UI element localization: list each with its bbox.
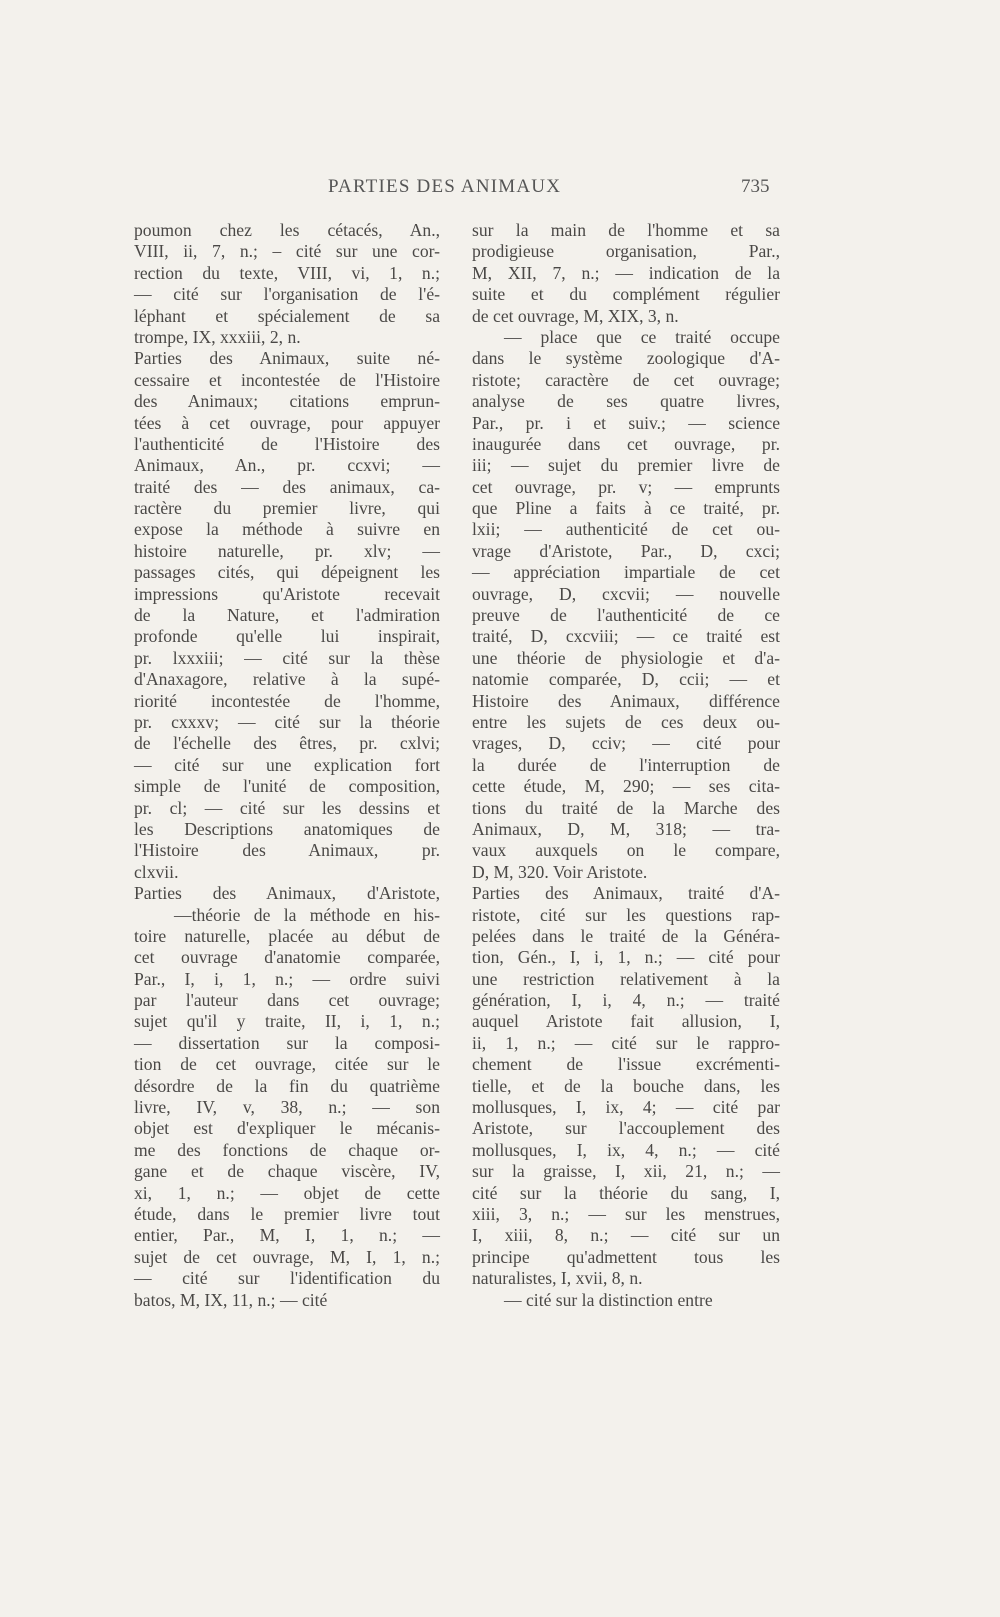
text-line: cette étude, M, 290; — ses cita- (472, 776, 780, 797)
text-line: tions du traité de la Marche des (472, 797, 780, 818)
text-line: traité des — des animaux, ca- (134, 476, 440, 497)
text-line: désordre de la fin du quatrième (134, 1075, 440, 1096)
text-line: la durée de l'interruption de (472, 754, 780, 775)
text-line: cessaire et incontestée de l'Histoire (134, 369, 440, 390)
text-line: léphant et spécialement de sa (134, 305, 440, 326)
text-line: Parties des Animaux, d'Aristote, (134, 883, 440, 904)
text-line: inaugurée dans cet ouvrage, pr. (472, 433, 780, 454)
text-line: xi, 1, n.; — objet de cette (134, 1182, 440, 1203)
text-line: sujet de cet ouvrage, M, I, 1, n.; (134, 1246, 440, 1267)
text-line: ii, 1, n.; — cité sur le rappro- (472, 1032, 780, 1053)
text-line: gane et de chaque viscère, IV, (134, 1161, 440, 1182)
text-line: cet ouvrage, pr. v; — emprunts (472, 476, 780, 497)
text-line: riorité incontestée de l'homme, (134, 690, 440, 711)
text-line: traité, D, cxcviii; — ce traité est (472, 626, 780, 647)
text-line: poumon chez les cétacés, An., (134, 220, 440, 240)
text-line: sur la main de l'homme et sa (472, 220, 780, 240)
page-number: 735 (741, 176, 770, 197)
text-line: Animaux, An., pr. ccxvi; — (134, 455, 440, 476)
text-line: ristote; caractère de cet ouvrage; (472, 369, 780, 390)
text-line: Aristote, sur l'accouplement des (472, 1118, 780, 1139)
text-line: passages cités, qui dépeignent les (134, 562, 440, 583)
text-line: D, M, 320. Voir Aristote. (472, 861, 648, 882)
text-line: cet ouvrage d'anatomie comparée, (134, 947, 440, 968)
text-line: par l'auteur dans cet ouvrage; (134, 990, 440, 1011)
text-line: Animaux, D, M, 318; — tra- (472, 818, 780, 839)
text-line: VIII, ii, 7, n.; – cité sur une cor- (134, 241, 440, 262)
text-line: l'Histoire des Animaux, pr. (134, 840, 440, 861)
left-text-column (134, 220, 440, 1311)
text-line: sujet qu'il y traite, II, i, 1, n.; (134, 1011, 440, 1032)
text-line: tion, Gén., I, i, 1, n.; — cité pour (472, 947, 780, 968)
text-line: une restriction relativement à la (472, 968, 780, 989)
text-line: histoire naturelle, pr. xlv; — (134, 540, 440, 561)
text-line: principe qu'admettent tous les (472, 1246, 780, 1267)
text-line: tielle, et de la bouche dans, les (472, 1075, 780, 1096)
text-line: mollusques, I, ix, 4; — cité par (472, 1097, 780, 1118)
running-title: PARTIES DES ANIMAUX (328, 176, 562, 197)
text-line: suite et du complément régulier (472, 284, 780, 305)
text-line: chement de l'issue excrémenti- (472, 1054, 780, 1075)
text-line: vrages, D, cciv; — cité pour (472, 733, 780, 754)
text-line: de la Nature, et l'admiration (134, 605, 440, 626)
text-line: de l'échelle des êtres, pr. cxlvi; (134, 733, 440, 754)
text-line: expose la méthode à suivre en (134, 519, 440, 540)
text-line: — cité sur une explication fort (134, 754, 440, 775)
right-text-column (472, 220, 780, 1311)
text-line: me des fonctions de chaque or- (134, 1139, 440, 1160)
text-line: vaux auxquels on le compare, (472, 840, 780, 861)
text-line: une théorie de physiologie et d'a- (472, 647, 780, 668)
text-line: entre les sujets de ces deux ou- (472, 711, 780, 732)
text-line: Par., pr. i et suiv.; — science (472, 412, 780, 433)
text-line: pelées dans le traité de la Généra- (472, 925, 780, 946)
text-line: profonde qu'elle lui inspirait, (134, 626, 440, 647)
page-header (0, 176, 1000, 202)
text-line: natomie comparée, D, ccii; — et (472, 669, 780, 690)
text-line: pr. cl; — cité sur les dessins et (134, 797, 440, 818)
text-line: pr. lxxxiii; — cité sur la thèse (134, 647, 440, 668)
text-line: iii; — sujet du premier livre de (472, 455, 780, 476)
text-line: ractère du premier livre, qui (134, 498, 440, 519)
text-line: ouvrage, D, cxcvii; — nouvelle (472, 583, 780, 604)
text-line: rection du texte, VIII, vi, 1, n.; (134, 262, 440, 283)
text-line: sur la graisse, I, xii, 21, n.; — (472, 1161, 780, 1182)
text-line: batos, M, IX, 11, n.; — cité (134, 1289, 328, 1310)
text-line: tées à cet ouvrage, pour appuyer (134, 412, 440, 433)
text-line: des Animaux; citations emprun- (134, 391, 440, 412)
text-line: de cet ouvrage, M, XIX, 3, n. (472, 305, 679, 326)
text-line: — dissertation sur la composi- (134, 1032, 440, 1053)
text-line: simple de l'unité de composition, (134, 776, 440, 797)
text-line: Parties des Animaux, suite né- (134, 348, 440, 369)
text-line: d'Anaxagore, relative à la supé- (134, 669, 440, 690)
text-line: Par., I, i, 1, n.; — ordre suivi (134, 968, 440, 989)
text-line: tion de cet ouvrage, citée sur le (134, 1054, 440, 1075)
text-line: — place que ce traité occupe (504, 326, 780, 347)
text-line: objet est d'expliquer le mécanis- (134, 1118, 440, 1139)
text-line: Histoire des Animaux, différence (472, 690, 780, 711)
text-line: pr. cxxxv; — cité sur la théorie (134, 711, 440, 732)
text-line: prodigieuse organisation, Par., (472, 241, 780, 262)
text-line: que Pline a faits à ce traité, pr. (472, 498, 780, 519)
text-line: M, XII, 7, n.; — indication de la (472, 262, 780, 283)
text-line: ristote, cité sur les questions rap- (472, 904, 780, 925)
text-line: clxvii. (134, 861, 179, 882)
text-line: l'authenticité de l'Histoire des (134, 433, 440, 454)
text-line: mollusques, I, ix, 4, n.; — cité (472, 1139, 780, 1160)
text-line: livre, IV, v, 38, n.; — son (134, 1097, 440, 1118)
text-line: — cité sur l'identification du (134, 1268, 440, 1289)
text-line: — cité sur la distinction entre (504, 1289, 713, 1310)
text-line: génération, I, i, 4, n.; — traité (472, 990, 780, 1011)
text-line: vrage d'Aristote, Par., D, cxci; (472, 540, 780, 561)
text-line: —théorie de la méthode en his- (174, 904, 440, 925)
text-line: trompe, IX, xxxiii, 2, n. (134, 326, 301, 347)
text-line: auquel Aristote fait allusion, I, (472, 1011, 780, 1032)
text-line: lxii; — authenticité de cet ou- (472, 519, 780, 540)
text-line: naturalistes, I, xvii, 8, n. (472, 1268, 643, 1289)
text-line: preuve de l'authenticité de ce (472, 605, 780, 626)
text-line: toire naturelle, placée au début de (134, 925, 440, 946)
text-line: étude, dans le premier livre tout (134, 1203, 440, 1224)
text-line: entier, Par., M, I, 1, n.; — (134, 1225, 440, 1246)
text-line: Parties des Animaux, traité d'A- (472, 883, 780, 904)
text-line: impressions qu'Aristote recevait (134, 583, 440, 604)
text-line: I, xiii, 8, n.; — cité sur un (472, 1225, 780, 1246)
text-line: — appréciation impartiale de cet (472, 562, 780, 583)
text-line: — cité sur l'organisation de l'é- (134, 284, 440, 305)
text-line: xiii, 3, n.; — sur les menstrues, (472, 1203, 780, 1224)
text-line: analyse de ses quatre livres, (472, 391, 780, 412)
text-line: cité sur la théorie du sang, I, (472, 1182, 780, 1203)
text-line: les Descriptions anatomiques de (134, 818, 440, 839)
text-line: dans le système zoologique d'A- (472, 348, 780, 369)
